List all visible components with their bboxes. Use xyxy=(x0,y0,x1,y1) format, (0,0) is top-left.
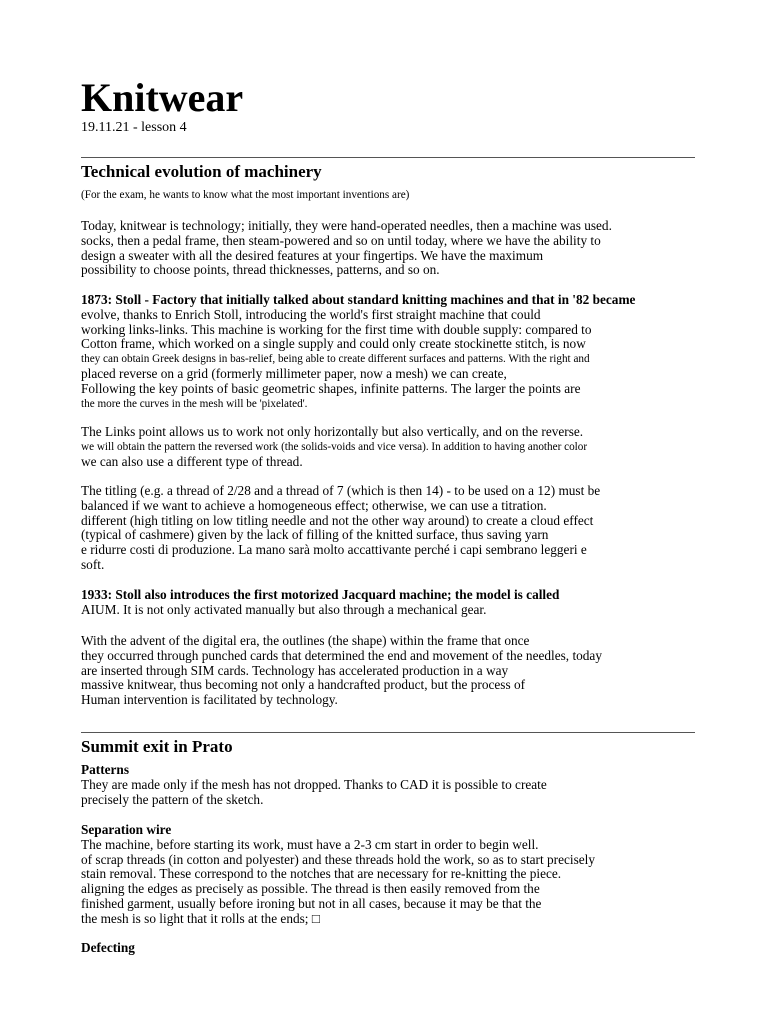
subsection-heading-defecting: Defecting xyxy=(81,940,135,955)
paragraph-line: design a sweater with all the desired features at your fingertips. We have the maximum xyxy=(81,247,544,263)
paragraph-line: possibility to choose points, thread thicknesses, patterns, and so on. xyxy=(81,262,440,278)
paragraph-line: the mesh is so light that it rolls at the ends; □ xyxy=(81,910,320,926)
section-divider xyxy=(81,732,695,733)
paragraph-line: e ridurre costi di produzione. La mano sarà molto accattivante perché i capi sembrano leggeri e xyxy=(81,542,587,558)
paragraph-line: The Links point allows us to work not only horizontally but also vertically, and on the reverse. xyxy=(81,424,584,439)
paragraph-line: Human intervention is facilitated by technology. xyxy=(81,692,338,708)
paragraph-line: placed reverse on a grid (formerly millimeter paper, now a mesh) we can create, xyxy=(81,365,507,381)
subsection-separation-wire xyxy=(81,823,701,927)
paragraph-line: massive knitwear, thus becoming not only a handcrafted product, but the process of xyxy=(81,677,526,693)
paragraph-line: socks, then a pedal frame, then steam-powered and so on until today, where we have the ability to xyxy=(81,232,601,248)
paragraph-line: Today, knitwear is technology; initially, they were hand-operated needles, then a machine was used. xyxy=(81,218,612,233)
paragraph-line-small: we will obtain the pattern the reversed work (the solids-voids and vice versa). In addition to having another color xyxy=(81,440,588,453)
paragraph-line: The machine, before starting its work, must have a 2-3 cm start in order to begin well. xyxy=(81,836,539,852)
paragraph-line-small: they can obtain Greek designs in bas-relief, being able to create different surfaces and patterns. With the right and xyxy=(81,353,590,366)
document-subtitle: 19.11.21 - lesson 4 xyxy=(81,120,187,135)
paragraph-line: AIUM. It is not only activated manually but also through a mechanical gear. xyxy=(81,601,487,617)
paragraph-line: they occurred through punched cards that determined the end and movement of the needles, today xyxy=(81,647,602,663)
paragraph-line: are inserted through SIM cards. Technology has accelerated production in a way xyxy=(81,662,509,678)
exam-note-text: (For the exam, he wants to know what the most important inventions are) xyxy=(81,189,410,201)
paragraph-line: (typical of cashmere) given by the lack of filling of the knitted surface, thus saving yarn xyxy=(81,527,549,543)
paragraph-1873 xyxy=(81,293,701,411)
document-title: Knitwear xyxy=(81,75,244,120)
paragraph-line: Cotton frame, which worked on a single supply and could only create stockinette stitch, is now xyxy=(81,336,586,352)
paragraph-line: balanced if we want to achieve a homogeneous effect; otherwise, we can use a titration. xyxy=(81,497,547,513)
paragraph-line: aligning the edges as precisely as possible. The thread is then easily removed from the xyxy=(81,881,540,897)
paragraph-1933 xyxy=(81,588,701,618)
paragraph-line: stain removal. These correspond to the notches that are necessary for re-knitting the piece. xyxy=(81,866,562,882)
paragraph-links-point xyxy=(81,425,701,469)
paragraph-line: different (high titling on low titling needle and not the other way around) to create a cloud effect xyxy=(81,512,594,528)
subsection-patterns xyxy=(81,763,701,807)
paragraph-bold-lead: 1933: Stoll also introduces the first motorized Jacquard machine; the model is called xyxy=(81,587,560,602)
paragraph-line-small: the more the curves in the mesh will be 'pixelated'. xyxy=(81,397,308,410)
section-divider xyxy=(81,157,695,158)
subsection-defecting xyxy=(81,941,701,956)
subsection-heading-patterns: Patterns xyxy=(81,762,129,777)
paragraph-line: finished garment, usually before ironing but not in all cases, because it may be that the xyxy=(81,895,542,911)
paragraph-digital-era xyxy=(81,634,701,708)
paragraph-line: soft. xyxy=(81,556,105,572)
section-heading-summit-exit: Summit exit in Prato xyxy=(81,737,233,756)
subsection-heading-separation-wire: Separation wire xyxy=(81,822,172,837)
paragraph-line: we can also use a different type of thread. xyxy=(81,453,303,469)
paragraph-line: of scrap threads (in cotton and polyester) and these threads hold the work, so as to start precisely xyxy=(81,851,595,867)
paragraph-line: evolve, thanks to Enrich Stoll, introducing the world's first straight machine that could xyxy=(81,306,541,322)
paragraph-line: working links-links. This machine is working for the first time with double supply: compared to xyxy=(81,321,592,337)
paragraph-line: Following the key points of basic geometric shapes, infinite patterns. The larger the points are xyxy=(81,380,581,396)
paragraph-line: They are made only if the mesh has not dropped. Thanks to CAD it is possible to create xyxy=(81,776,547,792)
paragraph-intro xyxy=(81,219,701,278)
paragraph-bold-lead: 1873: Stoll - Factory that initially talked about standard knitting machines and that in '82 became xyxy=(81,292,636,307)
paragraph-line: The titling (e.g. a thread of 2/28 and a thread of 7 (which is then 14) - to be used on a 12) must be xyxy=(81,483,601,498)
exam-note xyxy=(81,188,701,203)
section-heading-technical-evolution: Technical evolution of machinery xyxy=(81,162,322,181)
paragraph-line: precisely the pattern of the sketch. xyxy=(81,791,264,807)
paragraph-line: With the advent of the digital era, the outlines (the shape) within the frame that once xyxy=(81,633,530,648)
paragraph-titling xyxy=(81,484,701,573)
